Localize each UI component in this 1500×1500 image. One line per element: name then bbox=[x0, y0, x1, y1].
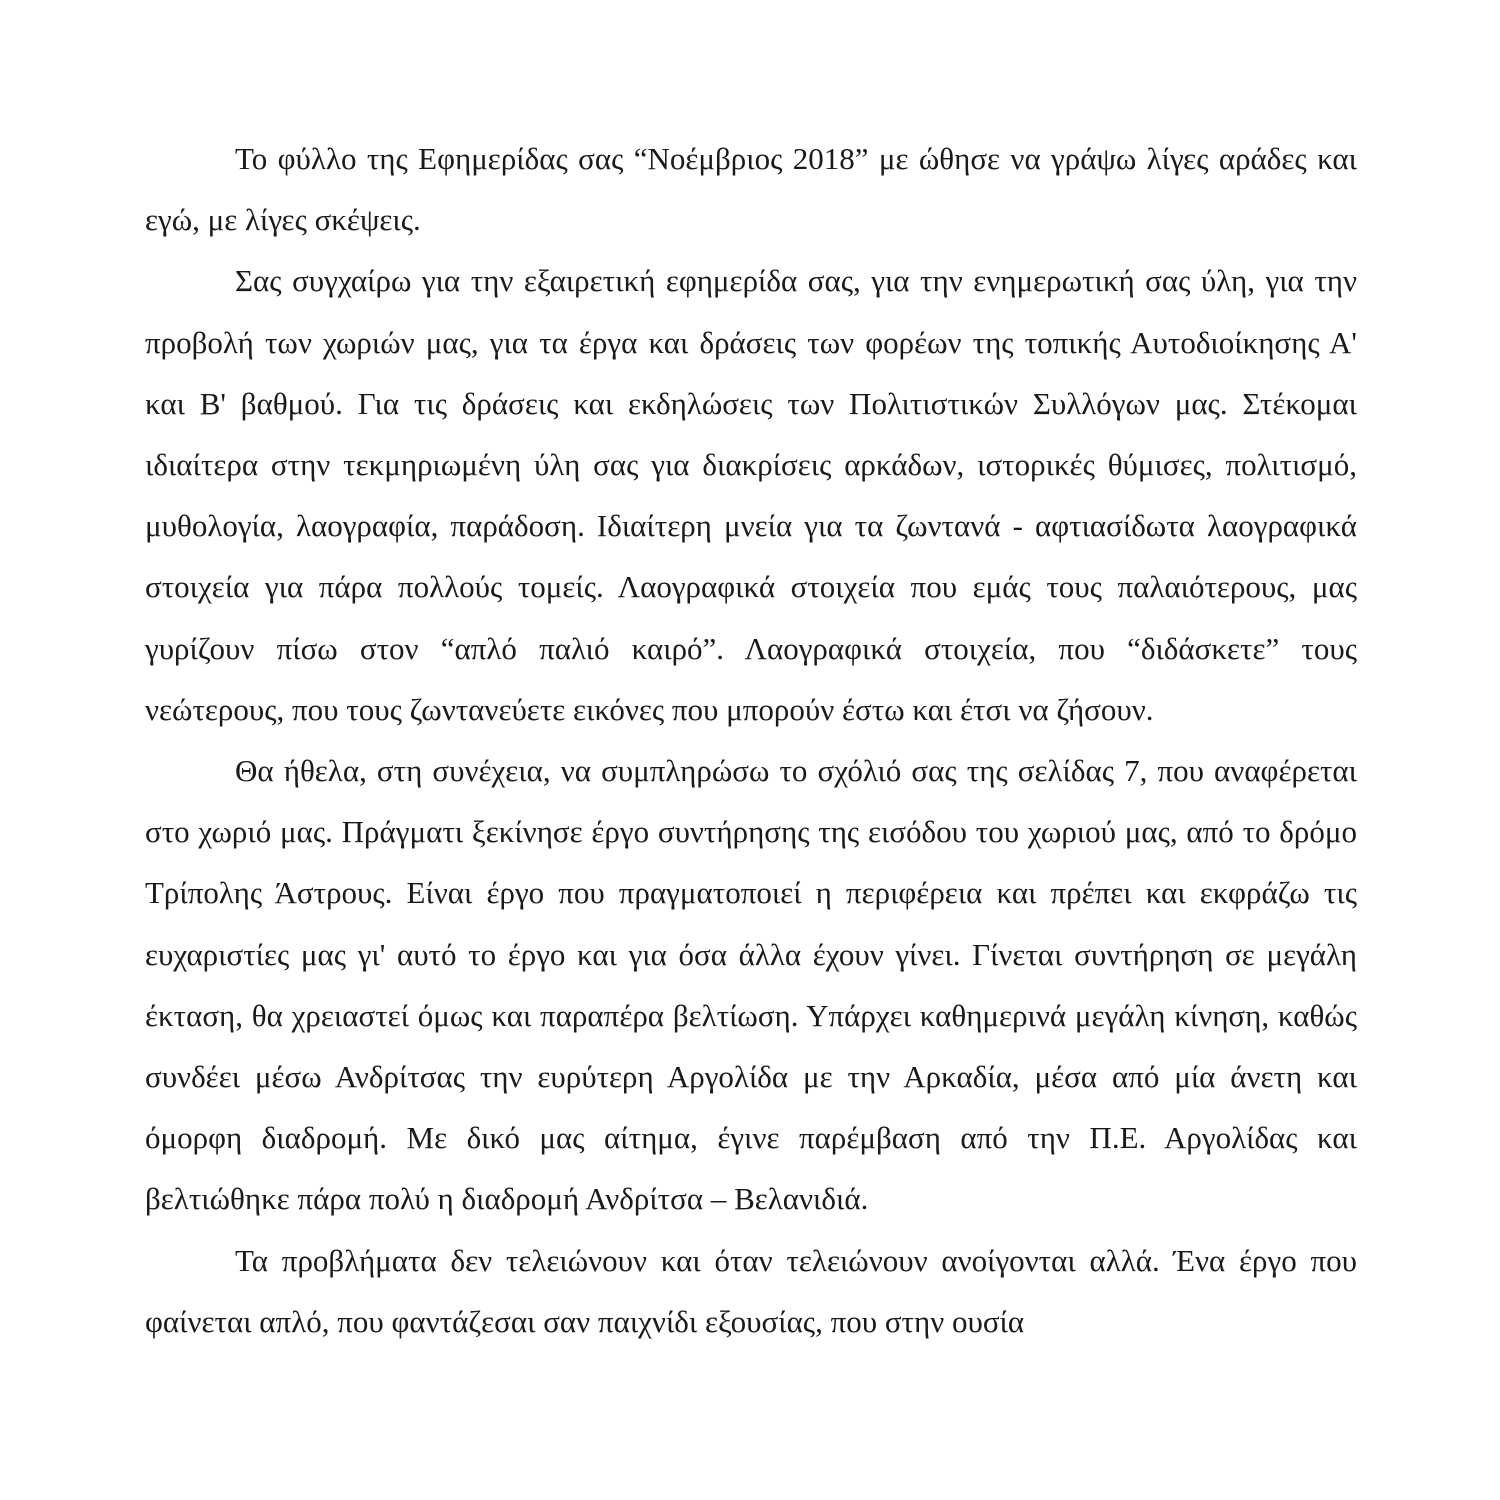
paragraph-1: Το φύλλο της Εφημερίδας σας “Νοέμβριος 2018” με ώθησε να γράψω λίγες αράδες και εγώ, με λίγες σκέψεις. bbox=[145, 141, 1357, 238]
paragraph-4: Τα προβλήματα δεν τελειώνουν και όταν τελειώνουν ανοίγονται αλλά. Ένα έργο που φαίνεται απλό, που φαντάζεσαι σαν παιχνίδι εξουσίας, που στην ουσία bbox=[145, 1242, 1357, 1339]
paragraph-2: Σας συγχαίρω για την εξαιρετική εφημερίδα σας, για την ενημερωτική σας ύλη, για την προβολή των χωριών μας, για τα έργα και δράσεις των φορέων της τοπικής Αυτοδιοίκησης Α' και Β' βαθμού. Για τις δράσεις και εκδηλώσεις των Πολιτιστικών Συλλόγων μας. Στέκομαι ιδιαίτερα στην τεκμηριωμένη ύλη σας για διακρίσεις αρκάδων, ιστορικές θύμισες, πολιτισμό, μυθολογία, λαογραφία, παράδοση. Ιδιαίτερη μνεία για τα ζωντανά - αφτιασίδωτα λαογραφικά στοιχεία για πάρα πολλούς τομείς. Λαογραφικά στοιχεία που εμάς τους παλαιότερους, μας γυρίζουν πίσω στον “απλό παλιό καιρό”. Λαογραφικά στοιχεία, που “διδάσκετε” τους νεώτερους, που τους ζωντανεύετε εικόνες που μπορούν έστω και έτσι να ζήσουν. bbox=[145, 263, 1357, 727]
paragraph-3: Θα ήθελα, στη συνέχεια, να συμπληρώσω το σχόλιό σας της σελίδας 7, που αναφέρεται στο χωριό μας. Πράγματι ξεκίνησε έργο συντήρησης της εισόδου του χωριού μας, από το δρόμο Τρίπολης Άστρους. Είναι έργο που πραγματοποιεί η περιφέρεια και πρέπει και εκφράζω τις ευχαριστίες μας γι' αυτό το έργο και για όσα άλλα έχουν γίνει. Γίνεται συντήρηση σε μεγάλη έκταση, θα χρειαστεί όμως και παραπέρα βελτίωση. Υπάρχει καθημερινά μεγάλη κίνηση, καθώς συνδέει μέσω Ανδρίτσας την ευρύτερη Αργολίδα με την Αρκαδία, μέσα από μία άνετη και όμορφη διαδρομή. Με δικό μας αίτημα, έγινε παρέμβαση από την Π.Ε. Αργολίδας και βελτιώθηκε πάρα πολύ η διαδρομή Ανδρίτσα – Βελανιδιά. bbox=[145, 753, 1357, 1217]
document-body bbox=[145, 128, 1357, 1352]
